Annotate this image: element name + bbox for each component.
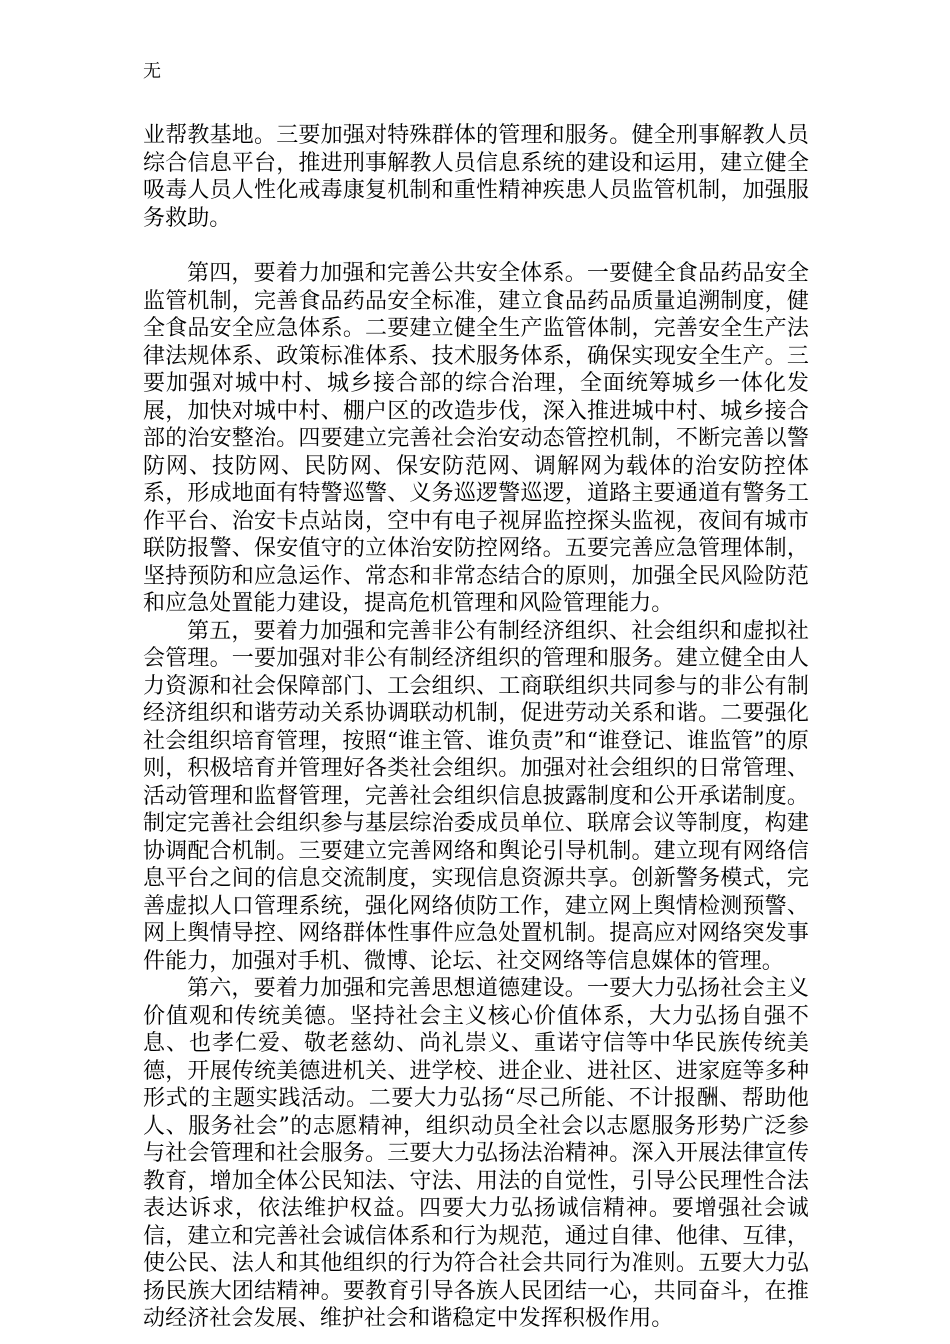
- paragraph-public-safety: 第四，要着力加强和完善公共安全体系。一要健全食品药品安全监管机制，完善食品药品安全标准，建立食品药品质量追溯制度，健全食品安全应急体系。二要建立健全生产监管体制，完善安全生产法律法规体系、政策标准体系、技术服务体系，确保实现安全生产。三要加强对城中村、城乡接合部的综合治理，全面统筹城乡一体化发展，加快对城中村、棚户区的改造步伐，深入推进城中村、城乡接合部的治安整治。四要建立完善社会治安动态管控机制，不断完善以警防网、技防网、民防网、保安防范网、调解网为载体的治安防控体系，形成地面有特警巡警、义务巡逻警巡逻，道路主要通道有警务工作平台、治安卡点站岗，空中有电子视屏监控探头监视，夜间有城市联防报警、保安值守的立体治安防控网络。五要完善应急管理体制，坚持预防和应急运作、常态和非常态结合的原则，加强全民风险防范和应急处置能力建设，提高危机管理和风险管理能力。: [143, 261, 809, 616]
- paragraph-moral-construction: 第六，要着力加强和完善思想道德建设。一要大力弘扬社会主义价值观和传统美德。坚持社会主义核心价值体系，大力弘扬自强不息、也孝仁爱、敬老慈幼、尚礼崇义、重诺守信等中华民族传统美德，开展传统美德进机关、进学校、进企业、进社区、进家庭等多种形式的主题实践活动。二要大力弘扬“尽己所能、不计报酬、帮助他人、服务社会”的志愿精神，组织动员全社会以志愿服务形势广泛参与社会管理和社会服务。三要大力弘扬法治精神。深入开展法律宣传教育，增加全体公民知法、守法、用法的自觉性，引导公民理性合法表达诉求，依法维护权益。四要大力弘扬诚信精神。要增强社会诚信，建立和完善社会诚信体系和行为规范，通过自律、他律、互律，使公民、法人和其他组织的行为符合社会共同行为准则。五要大力弘扬民族大团结精神。要教育引导各族人民团结一心，共同奋斗，在推动经济社会发展、维护社会和谐稳定中发挥积极作用。: [143, 976, 809, 1331]
- paragraph-continuation: 业帮教基地。三要加强对特殊群体的管理和服务。健全刑事解教人员综合信息平台，推进刑事解教人员信息系统的建设和运用，建立健全吸毒人员人性化戒毒康复机制和重性精神疾患人员监管机制，加强服务救助。: [143, 123, 809, 231]
- paragraph-gap: [143, 232, 809, 260]
- paragraph-non-public-organizations: 第五，要着力加强和完善非公有制经济组织、社会组织和虚拟社会管理。一要加强对非公有制经济组织的管理和服务。建立健全由人力资源和社会保障部门、工会组织、工商联组织共同参与的非公有制经济组织和谐劳动关系协调联动机制，促进劳动关系和谐。二要强化社会组织培育管理，按照“谁主管、谁负责”和“谁登记、谁监管”的原则，积极培育并管理好各类社会组织。加强对社会组织的日常管理、活动管理和监督管理，完善社会组织信息披露制度和公开承诺制度。制定完善社会组织参与基层综治委成员单位、联席会议等制度，构建协调配合机制。三要建立完善网络和舆论引导机制。建立现有网络信息平台之间的信息交流制度，实现信息资源共享。创新警务模式，完善虚拟人口管理系统，强化网络侦防工作，建立网上舆情检测预警、网上舆情导控、网络群体性事件应急处置机制。提高应对网络突发事件能力，加强对手机、微博、论坛、社交网络等信息媒体的管理。: [143, 618, 809, 974]
- document-body: [143, 122, 809, 1333]
- page-header: 无: [143, 61, 161, 82]
